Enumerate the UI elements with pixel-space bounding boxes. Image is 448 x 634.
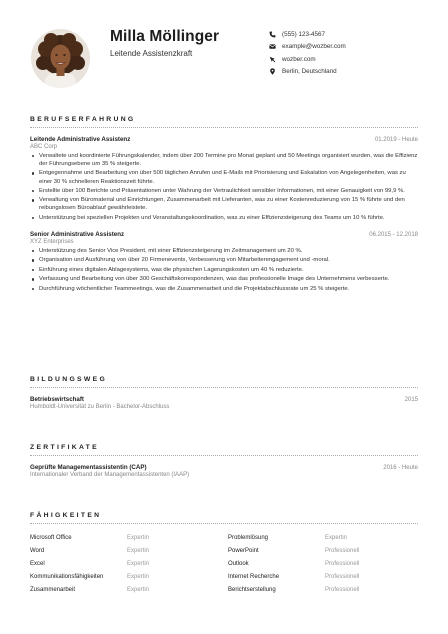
section-heading: BILDUNGSWEG <box>30 376 418 388</box>
skill-level: Expertin <box>127 561 150 567</box>
job-bullet: Organisation und Ausführung von über 20 Firmenevents, Verbesserung von Mitarbeiterengagement und -moral. <box>30 256 418 264</box>
contact-email-text: example@wozber.com <box>282 43 346 51</box>
job-date: 06.2015 - 12.2018 <box>369 231 418 238</box>
section-heading: ZERTIFIKATE <box>30 444 418 456</box>
resume-header <box>0 0 448 100</box>
job-entry <box>30 231 418 293</box>
contact-location <box>268 66 346 79</box>
education-institution: Humboldt-Universität zu Berlin - Bachelor-Abschluss <box>30 404 170 410</box>
contact-phone-text: (555) 123-4567 <box>282 30 326 38</box>
experience-section <box>30 116 418 302</box>
education-date: 2015 <box>404 397 418 403</box>
job-title: Senior Administrative Assistenz <box>30 230 125 238</box>
skill-name: Problemlösung <box>228 535 269 541</box>
certificate-date: 2016 - Heute <box>383 465 418 471</box>
skill-name: Outlook <box>228 561 249 567</box>
job-bullet: Entgegennahme und Bearbeitung von über 500 täglichen Anrufen und E-Mails mit Priorisierung und Eskalation von Angelegenheiten, was zu einer 30 % schnelleren Reaktionszeit führte. <box>30 169 418 185</box>
job-bullet: Erstellte über 100 Berichte und Präsentationen unter Wahrung der Vertraulichkeit sensibler Informationen, mit einer Genauigkeit von 99,9 %. <box>30 187 418 195</box>
skill-name: PowerPoint <box>228 548 259 554</box>
skill-level: Professionell <box>325 548 360 554</box>
job-bullet: Verfassung und Bearbeitung von über 300 Geschäftskorrespondenzen, was das professionelle Image des Unternehmens verbesserte. <box>30 275 418 283</box>
skill-level: Expertin <box>127 587 150 593</box>
job-bullet: Durchführung wöchentlicher Teammeetings, was die Zusammenarbeit und die Projektabschlussrate um 25 % steigerte. <box>30 285 418 293</box>
section-heading: FÄHIGKEITEN <box>30 512 418 524</box>
contact-email <box>268 41 346 54</box>
job-bullets <box>30 152 418 222</box>
certificate-title: Geprüfte Managementassistentin (CAP) <box>30 464 147 471</box>
candidate-name: Milla Möllinger <box>110 28 220 45</box>
skill-name: Internet Recherche <box>228 574 280 580</box>
job-bullet: Verwaltung von Büromaterial und Einrichtungen, Zusammenarbeit mit Lieferanten, was zu einer Kostenreduzierung von 15 % führte und den reibungslosen Büroablauf gewährleistete. <box>30 196 418 212</box>
contact-location-text: Berlin, Deutschland <box>282 68 337 76</box>
contact-website <box>268 53 346 66</box>
job-title: Leitende Administrative Assistenz <box>30 136 131 143</box>
skills-section <box>30 512 418 596</box>
degree-title: Betriebswirtschaft <box>30 396 84 403</box>
skill-name: Word <box>30 548 45 554</box>
job-company: ABC Corp <box>30 144 58 150</box>
skill-level: Professionell <box>325 561 360 567</box>
location-pin-icon <box>268 68 276 76</box>
skills-grid <box>30 532 418 596</box>
skill-level: Professionell <box>325 574 360 580</box>
skill-level: Expertin <box>127 535 150 541</box>
education-entry <box>30 396 418 410</box>
skill-name: Berichtserstellung <box>228 587 276 593</box>
skill-level: Professionell <box>325 587 360 593</box>
job-bullet: Verwaltete und koordinierte Führungskalender, indem über 200 Termine pro Monat geplant und 50 Meetings organisiert wurden, was die Effizienz der Führungsebene um 35 % steigerte. <box>30 152 418 168</box>
job-bullets <box>30 247 418 293</box>
skill-name: Microsoft Office <box>30 535 72 541</box>
skill-name: Zusammenarbeit <box>30 587 76 593</box>
certificate-issuer: Internationaler Verband der Managementassistenten (IAAP) <box>30 472 190 478</box>
link-icon <box>268 55 276 63</box>
skill-level: Expertin <box>127 548 150 554</box>
certificate-entry <box>30 464 418 478</box>
job-bullet: Unterstützung bei speziellen Projekten und Veranstaltungskoordination, was zu einer Effizienzsteigerung des Teams um 10 % führte. <box>30 214 418 222</box>
job-bullet: Einführung eines digitalen Ablagesystems, was die physischen Lagerungskosten um 40 % reduzierte. <box>30 266 418 274</box>
skill-level: Expertin <box>127 574 150 580</box>
mail-icon <box>268 43 276 51</box>
candidate-title: Leitende Assistenzkraft <box>110 49 193 58</box>
job-entry <box>30 136 418 222</box>
certificates-section <box>30 444 418 487</box>
skill-name: Kommunikationsfähigkeiten <box>30 574 104 580</box>
job-company: XYZ Enterprises <box>30 238 74 245</box>
job-date: 01.2019 - Heute <box>374 137 418 143</box>
contact-list <box>268 28 346 78</box>
phone-icon <box>268 30 276 38</box>
skill-level: Expertin <box>325 535 348 541</box>
contact-phone <box>268 28 346 41</box>
job-bullet: Unterstützung des Senior Vice President, mit einer Effizienzsteigerung im Zeitmanagement um 20 %. <box>30 247 418 255</box>
profile-photo <box>31 29 90 88</box>
avatar <box>31 29 90 88</box>
contact-website-text: wozber.com <box>282 55 316 63</box>
section-heading: BERUFSERFAHRUNG <box>30 116 418 128</box>
education-section <box>30 376 418 419</box>
skill-name: Excel <box>30 561 45 567</box>
